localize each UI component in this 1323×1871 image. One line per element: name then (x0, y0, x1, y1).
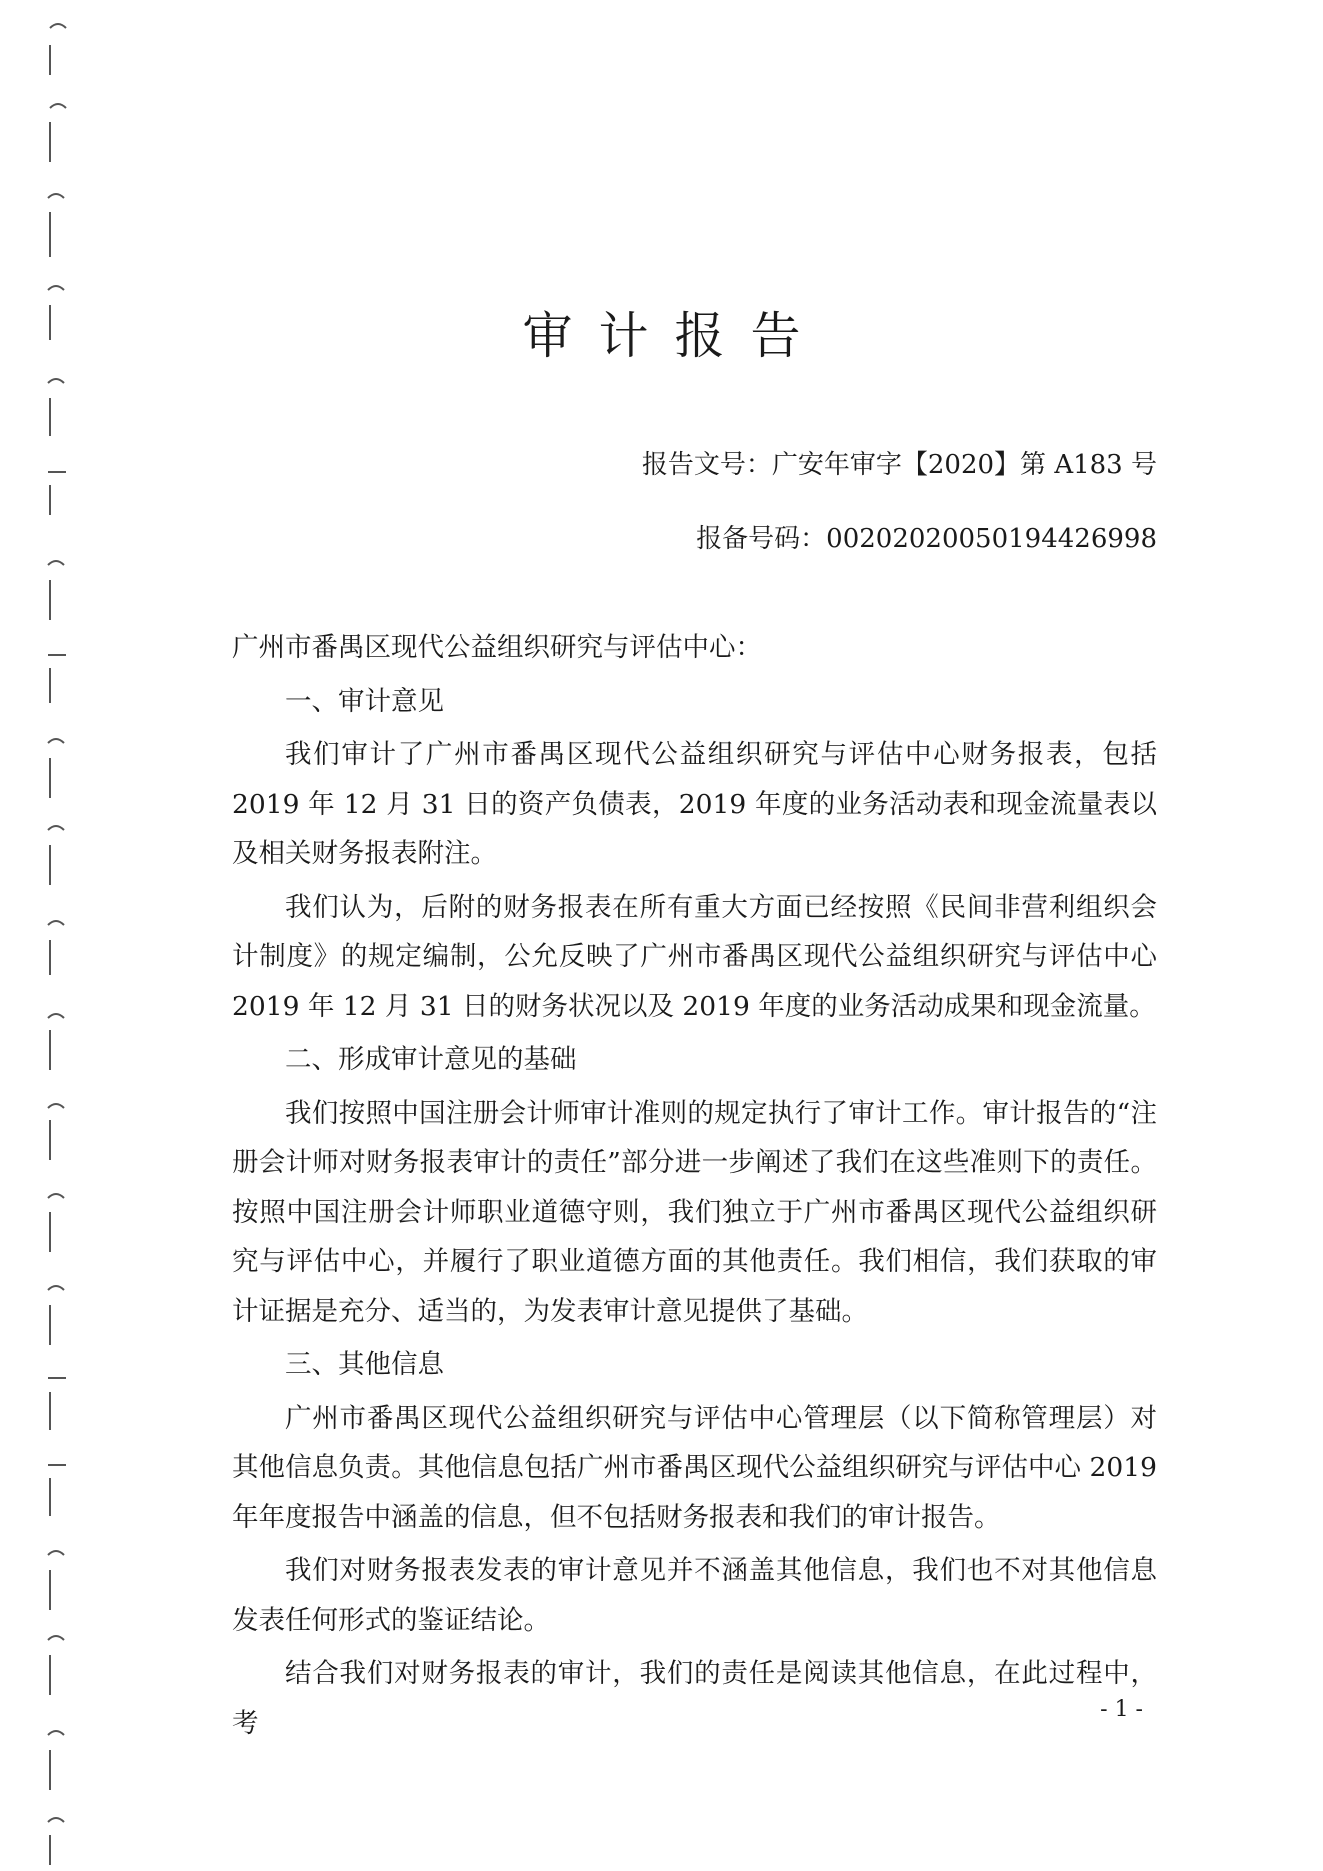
binding-hole-marks (0, 0, 90, 1871)
page-number: - 1 - (1100, 1697, 1143, 1722)
report-body (232, 623, 1157, 1752)
section-heading-other-information: 三、其他信息 (285, 1349, 444, 1380)
section-heading-audit-opinion: 一、审计意见 (285, 685, 444, 717)
paragraph: 我们按照中国注册会计师审计准则的规定执行了审计工作。审计报告的“注册会计师对财务报表审计的责任”部分进一步阐述了我们在这些准则下的责任。按照中国注册会计师职业道德守则，我们独立于广州市番禺区现代公益组织研究与评估中心，并履行了职业道德方面的其他责任。我们相信，我们获取的审计证据是充分、适当的，为发表审计意见提供了基础。 (232, 1097, 1157, 1327)
addressee: 广州市番禺区现代公益组织研究与评估中心： (232, 632, 762, 663)
document-title: 审计报告 (522, 307, 827, 365)
report-number: 报告文号：广安年审字【2020】第 A183 号 (641, 450, 1157, 480)
paragraph: 我们对财务报表发表的审计意见并不涵盖其他信息，我们也不对其他信息发表任何形式的鉴证结论。 (232, 1555, 1157, 1636)
paragraph: 结合我们对财务报表的审计，我们的责任是阅读其他信息，在此过程中，考 (232, 1658, 1157, 1739)
filing-number: 报备号码：00202020050194426998 (696, 524, 1157, 554)
paragraph: 广州市番禺区现代公益组织研究与评估中心管理层（以下简称管理层）对其他信息负责。其他信息包括广州市番禺区现代公益组织研究与评估中心 2019 年年度报告中涵盖的信息，但不包括财务报表和我们的审计报告。 (232, 1402, 1157, 1533)
section-heading-basis-for-opinion: 二、形成审计意见的基础 (285, 1044, 577, 1075)
paragraph: 我们审计了广州市番禺区现代公益组织研究与评估中心财务报表，包括 2019 年 12 月 31 日的资产负债表，2019 年度的业务活动表和现金流量表以及相关财务报表附注。 (232, 739, 1157, 869)
paragraph: 我们认为，后附的财务报表在所有重大方面已经按照《民间非营利组织会计制度》的规定编制，公允反映了广州市番禺区现代公益组织研究与评估中心 2019 年 12 月 31 日的财务状况以及 2019 年度的业务活动成果和现金流量。 (232, 891, 1157, 1022)
